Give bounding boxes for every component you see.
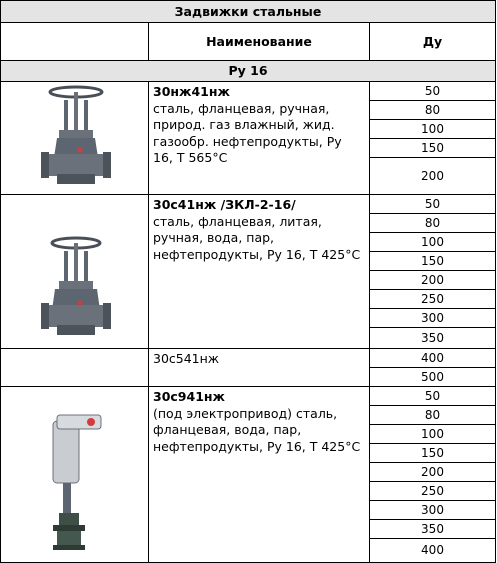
product-2-dn-3: 100: [369, 232, 496, 252]
pressure-row: Ру 16: [0, 60, 496, 82]
product-3-image-cell: [0, 348, 149, 387]
product-1-code: 30нж41нж: [153, 84, 230, 99]
product-2-code: 30с41нж /ЗКЛ-2-16/: [153, 197, 296, 212]
product-1-text: сталь, фланцевая, ручная, природ. газ влажный, жид. газообр. нефтепродукты, Ру 16, Т 565°C: [153, 100, 342, 165]
product-2-image-cell: [0, 194, 149, 349]
product-1-dn-1: 50: [369, 81, 496, 101]
product-1-dn-2: 80: [369, 100, 496, 120]
product-2-dn-7: 300: [369, 308, 496, 328]
product-2-description: [148, 194, 370, 349]
header-dn: Ду: [369, 22, 496, 61]
table-title: Задвижки стальные: [0, 0, 496, 23]
product-4-dn-2: 80: [369, 405, 496, 425]
product-4-text: (под электропривод) сталь, фланцевая, вода, пар, нефтепродукты, Ру 16, Т 425°C: [153, 405, 361, 454]
product-2-dn-2: 80: [369, 213, 496, 233]
header-image-cell: [0, 22, 149, 61]
product-3-dn-1: 400: [369, 348, 496, 368]
product-4-dn-8: 350: [369, 519, 496, 539]
product-4-image-cell: [0, 386, 149, 563]
product-4-description: [148, 386, 370, 563]
product-2-text: сталь, фланцевая, литая, ручная, вода, пар, нефтепродукты, Ру 16, Т 425°C: [153, 213, 361, 262]
product-2-dn-8: 350: [369, 327, 496, 349]
product-4-dn-6: 250: [369, 481, 496, 501]
product-1-dn-3: 100: [369, 119, 496, 139]
product-4-dn-3: 100: [369, 424, 496, 444]
product-4-dn-1: 50: [369, 386, 496, 406]
product-2-dn-6: 250: [369, 289, 496, 309]
product-4-dn-9: 400: [369, 538, 496, 563]
product-1-description: [148, 81, 370, 195]
header-name: Наименование: [148, 22, 370, 61]
product-4-dn-5: 200: [369, 462, 496, 482]
product-4-dn-4: 150: [369, 443, 496, 463]
gate-valve-handwheel-icon: [1, 82, 148, 194]
gate-valve-handwheel-icon: [1, 195, 148, 348]
product-1-image-cell: [0, 81, 149, 195]
product-3-code: 30с541нж: [153, 351, 220, 366]
product-4-code: 30с941нж: [153, 389, 225, 404]
electric-actuator-valve-icon: [1, 387, 148, 562]
product-2-dn-1: 50: [369, 194, 496, 214]
product-1-dn-4: 150: [369, 138, 496, 158]
product-3-dn-2: 500: [369, 367, 496, 387]
product-2-dn-4: 150: [369, 251, 496, 271]
product-2-dn-5: 200: [369, 270, 496, 290]
product-4-dn-7: 300: [369, 500, 496, 520]
product-3-description: [148, 348, 370, 387]
product-1-dn-5: 200: [369, 157, 496, 195]
